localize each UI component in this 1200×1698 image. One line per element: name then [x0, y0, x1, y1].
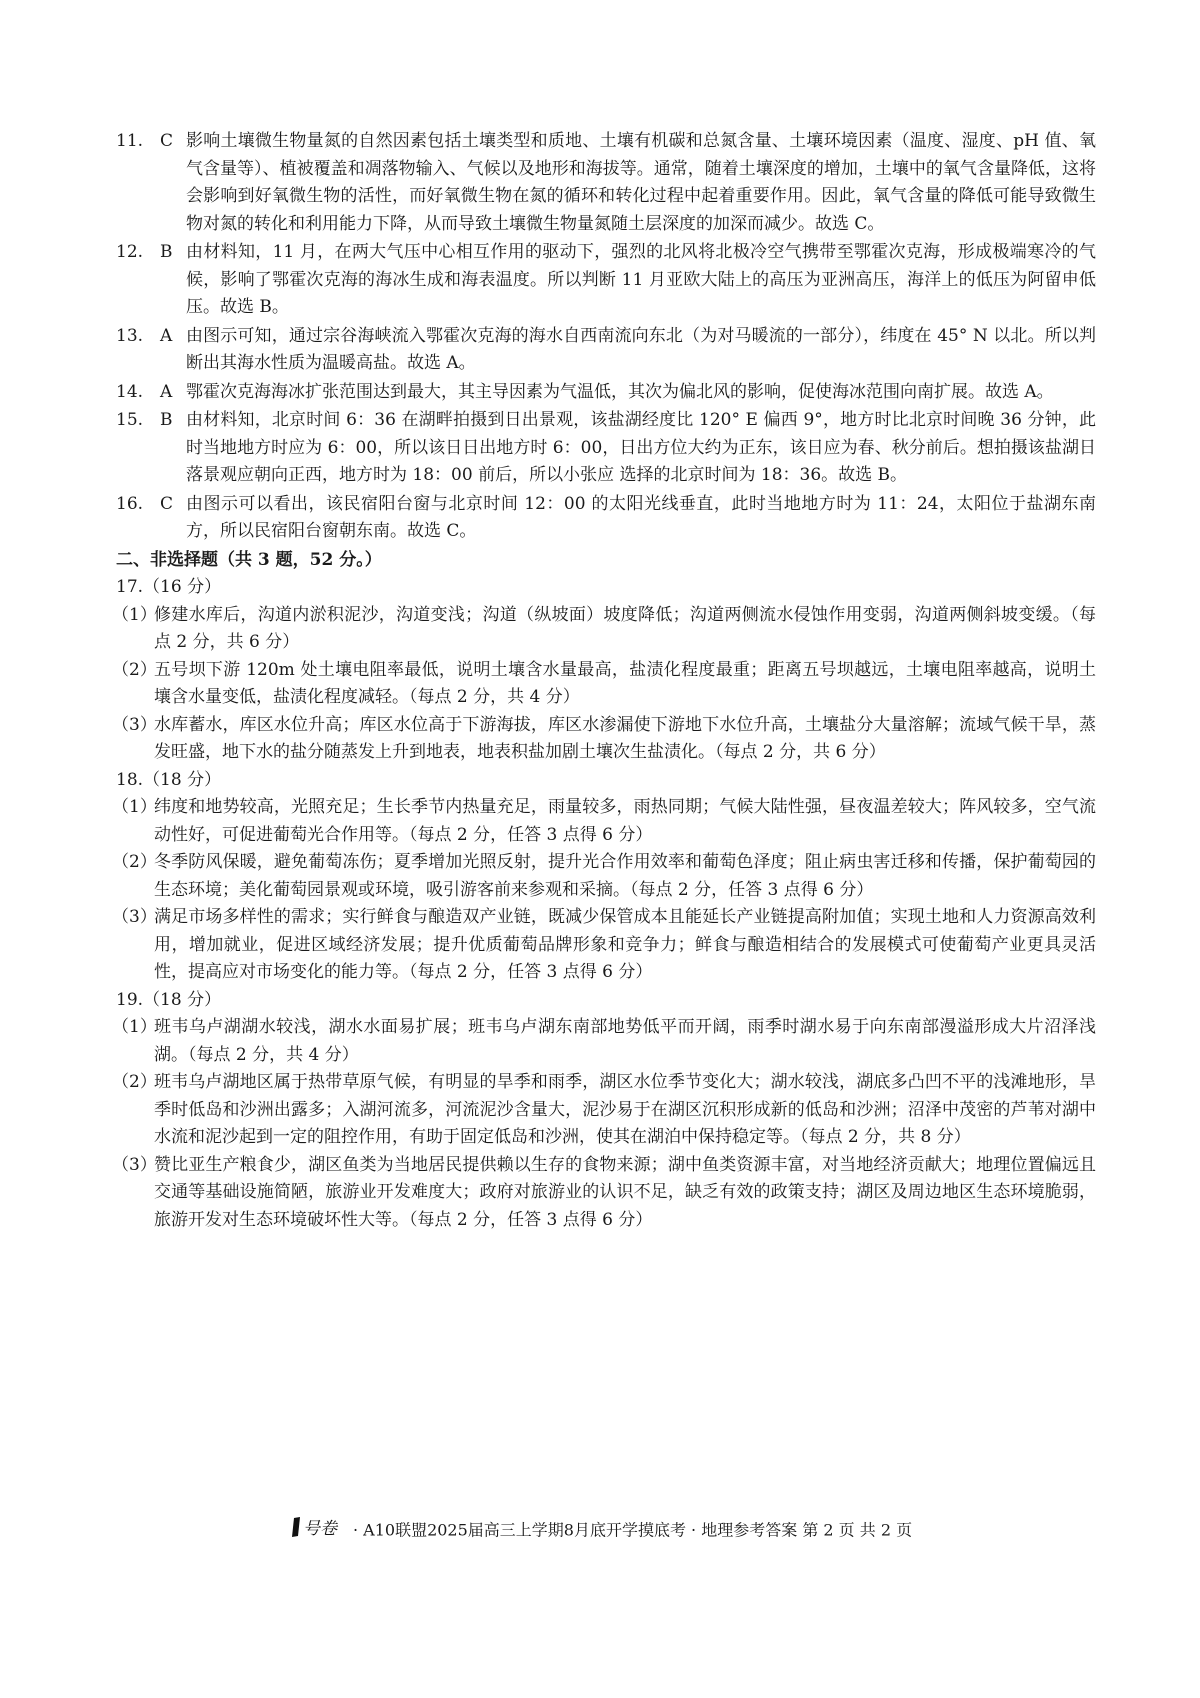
- sub-answer-number: （1）: [112, 1017, 157, 1037]
- sub-answer-number: （2）: [112, 659, 157, 680]
- sub-answer-number: （3）: [112, 907, 157, 927]
- mc-explanation: 影响土壤微生物量氮的自然因素包括土壤类型和质地、土壤有机碳和总氮含量、土壤环境因素（温度、湿度、pH 值、氧气含量等）、植被覆盖和凋落物输入、气候以及地形和海拔等。通常，随着土壤深度的增加，土壤中的氧气含量降低，这将会影响到好氧微生物的活性，而好氧微生物在氮的循环和转化过程中起着重要作用。因此，氧气含量的降低可能导致微生物对氮的转化和利用能力下降，从而导致土壤微生物量氮随土层深度的加深而减少。故选 C。: [186, 131, 1096, 234]
- footer-text: · A10联盟2025届高三上学期8月底开学摸底考 · 地理参考答案 第 2 页 共 2 页: [352, 1520, 913, 1540]
- mc-explanation: 由图示可以看出，该民宿阳台窗与北京时间 12：00 的太阳光线垂直，此时当地地方时为 11：24，太阳位于盐湖东南方，所以民宿阳台窗朝东南。故选 C。: [186, 493, 1096, 541]
- sub-answer: [112, 1152, 1096, 1235]
- mc-answer-letter: B: [160, 242, 173, 262]
- sub-answer-number: （2）: [112, 852, 157, 872]
- mc-question-number: 14.: [116, 381, 144, 402]
- mc-answer-item: [116, 491, 1096, 546]
- mc-explanation: 由材料知，11 月，在两大气压中心相互作用的驱动下，强烈的北风将北极冷空气携带至鄂霍次克海，形成极端寒冷的气候，影响了鄂霍次克海的海冰生成和海表温度。所以判断 11 月亚欧大陆上的高压为亚洲高压，海洋上的低压为阿留申低压。故选 B。: [186, 242, 1096, 317]
- mc-answer-item: [116, 128, 1096, 238]
- mc-answer-letter: C: [160, 493, 174, 514]
- publisher-logo-mark: [288, 1514, 344, 1540]
- sub-answer-number: （3）: [112, 1154, 157, 1175]
- sub-answer-number: （1）: [112, 797, 157, 817]
- mc-answer-item: [116, 239, 1096, 322]
- mc-question-number: 11.: [116, 131, 144, 151]
- svg-text:号卷: 号卷: [302, 1519, 337, 1539]
- mc-answer-letter: A: [160, 325, 173, 346]
- section-heading: 二、非选择题（共 3 题，52 分。）: [116, 549, 382, 570]
- publisher-logo: [288, 1514, 344, 1547]
- sub-answer-text: 修建水库后，沟道内淤积泥沙，沟道变浅；沟道（纵坡面）坡度降低；沟道两侧流水侵蚀作用变弱，沟道两侧斜坡变缓。（每点 2 分，共 6 分）: [154, 604, 1096, 652]
- sub-answer-text: 冬季防风保暖，避免葡萄冻伤；夏季增加光照反射，提升光合作用效率和葡萄色泽度；阻止病虫害迁移和传播，保护葡萄园的生态环境；美化葡萄园景观或环境，吸引游客前来参观和采摘。（每点 2 分，任答 3 点得 6 分）: [154, 852, 1096, 900]
- answer-content: [112, 128, 1096, 1234]
- mc-answer-item: [116, 407, 1096, 490]
- sub-answer-text: 赞比亚生产粮食少，湖区鱼类为当地居民提供赖以生存的食物来源；湖中鱼类资源丰富，对当地经济贡献大；地理位置偏远且交通等基础设施简陋，旅游业开发难度大；政府对旅游业的认识不足，缺乏有效的政策支持；湖区及周边地区生态环境脆弱，旅游开发对生态环境破坏性大等。（每点 2 分，任答 3 点得 6 分）: [154, 1154, 1096, 1230]
- mc-answer-letter: C: [160, 131, 174, 151]
- mc-question-number: 12.: [116, 242, 144, 262]
- sub-answer-text: 纬度和地势较高，光照充足；生长季节内热量充足，雨量较多，雨热同期；气候大陆性强，昼夜温差较大；阵风较多，空气流动性好，可促进葡萄光合作用等。（每点 2 分，任答 3 点得 6 分）: [154, 797, 1096, 845]
- mc-answer-letter: A: [160, 381, 173, 402]
- mc-explanation: 鄂霍次克海海冰扩张范围达到最大，其主导因素为气温低，其次为偏北风的影响，促使海冰范围向南扩展。故选 A。: [186, 381, 1054, 402]
- mc-explanation: 由图示可知，通过宗谷海峡流入鄂霍次克海的海水自西南流向东北（为对马暖流的一部分），纬度在 45° N 以北。所以判断出其海水性质为温暖高盐。故选 A。: [186, 325, 1096, 373]
- sub-answer: [112, 849, 1096, 904]
- sub-answer-text: 五号坝下游 120m 处土壤电阻率最低，说明土壤含水量最高，盐渍化程度最重；距离五号坝越远，土壤电阻率越高，说明土壤含水量变低，盐渍化程度减轻。（每点 2 分，共 4 分）: [154, 659, 1096, 707]
- mc-explanation: 由材料知，北京时间 6：36 在湖畔拍摄到日出景观，该盐湖经度比 120° E 偏西 9°，地方时比北京时间晚 36 分钟，此时当地地方时应为 6：00，所以该日日出地方时 6：00，日出方位大约为正东，该日应为春、秋分前后。想拍摄该盐湖日落景观应朝向正西，地方时为 18：00 前后，所以小张应 选择的北京时间为 18：36。故选 B。: [186, 410, 1096, 485]
- question-block: [112, 767, 1096, 987]
- sub-answer: [112, 794, 1096, 849]
- question-heading: 19.（18 分）: [116, 989, 222, 1010]
- mc-question-number: 16.: [116, 493, 144, 514]
- sub-answer-number: （2）: [112, 1072, 157, 1092]
- mc-answer-item: [116, 323, 1096, 378]
- sub-answer-number: （3）: [112, 714, 157, 735]
- sub-answer-text: 班韦乌卢湖湖水较浅，湖水水面易扩展；班韦乌卢湖东南部地势低平而开阔，雨季时湖水易于向东南部漫溢形成大片沼泽浅湖。（每点 2 分，共 4 分）: [154, 1017, 1096, 1065]
- question-block: [112, 987, 1096, 1235]
- question-block: [112, 574, 1096, 767]
- sub-answer: [112, 1069, 1096, 1152]
- page-footer: [0, 1514, 1200, 1547]
- sub-answer-text: 班韦乌卢湖地区属于热带草原气候，有明显的旱季和雨季，湖区水位季节变化大；湖水较浅，湖底多凸凹不平的浅滩地形，旱季时低岛和沙洲出露多；入湖河流多，河流泥沙含量大，泥沙易于在湖区沉积形成新的低岛和沙洲；沼泽中茂密的芦苇对湖中水流和泥沙起到一定的阻控作用，有助于固定低岛和沙洲，使其在湖泊中保持稳定等。（每点 2 分，共 8 分）: [154, 1072, 1096, 1147]
- mc-answer-letter: B: [160, 410, 173, 430]
- mc-answer-item: [116, 379, 1096, 407]
- sub-answer: [112, 602, 1096, 657]
- multiple-choice-answers: [116, 128, 1096, 546]
- sub-answer: [112, 712, 1096, 767]
- sub-answer: [112, 657, 1096, 712]
- mc-question-number: 15.: [116, 410, 144, 430]
- sub-answer-text: 水库蓄水，库区水位升高；库区水位高于下游海拔，库区水渗漏使下游地下水位升高，土壤盐分大量溶解；流域气候干旱，蒸发旺盛，地下水的盐分随蒸发上升到地表，地表积盐加剧土壤次生盐渍化。（每点 2 分，共 6 分）: [154, 714, 1096, 762]
- question-heading: 17.（16 分）: [116, 577, 222, 597]
- sub-answer: [112, 1014, 1096, 1069]
- question-heading: 18.（18 分）: [116, 769, 222, 790]
- sub-answer-number: （1）: [112, 604, 157, 625]
- mc-question-number: 13.: [116, 325, 144, 346]
- sub-answer-text: 满足市场多样性的需求；实行鲜食与酿造双产业链，既减少保管成本且能延长产业链提高附加值；实现土地和人力资源高效利用，增加就业，促进区域经济发展；提升优质葡萄品牌形象和竞争力；鲜食与酿造相结合的发展模式可使葡萄产业更具灵活性，提高应对市场变化的能力等。（每点 2 分，任答 3 点得 6 分）: [154, 907, 1096, 982]
- sub-answer: [112, 904, 1096, 987]
